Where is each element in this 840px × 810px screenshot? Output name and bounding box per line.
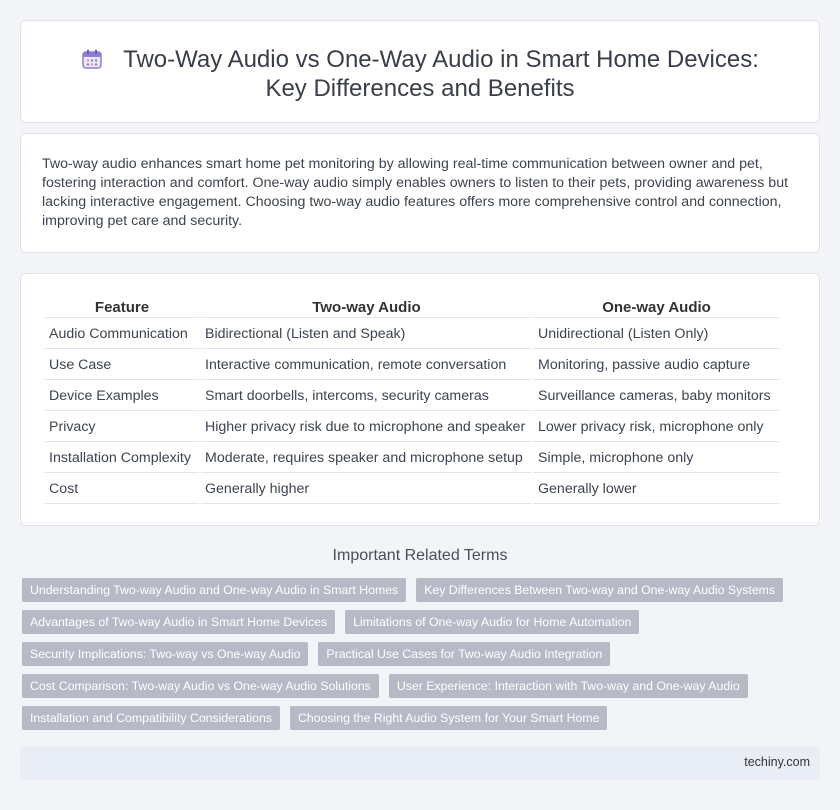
related-term-link[interactable]: Security Implications: Two-way vs One-way Audio [22,642,308,666]
table-row [45,351,779,380]
table-row [45,320,779,349]
table-cell: Higher privacy risk due to microphone and speaker [201,413,532,442]
table-cell: Privacy [45,413,199,442]
table-row [45,382,779,411]
table-cell: Moderate, requires speaker and microphone setup [201,444,532,473]
table-cell: Cost [45,475,199,504]
related-terms-list [22,578,822,738]
table-cell: Surveillance cameras, baby monitors [534,382,779,411]
table-cell: Simple, microphone only [534,444,779,473]
table-row [45,444,779,473]
table-header-row [45,298,779,318]
related-term-link[interactable]: Practical Use Cases for Two-way Audio Integration [318,642,610,666]
table-cell: Generally higher [201,475,532,504]
related-term-link[interactable]: Cost Comparison: Two-way Audio vs One-way Audio Solutions [22,674,379,698]
column-header-two-way: Two-way Audio [201,298,532,318]
tag-row [22,706,822,730]
tag-row [22,578,822,602]
related-term-link[interactable]: Key Differences Between Two-way and One-way Audio Systems [416,578,783,602]
comparison-table [43,296,781,506]
footer [20,746,820,780]
related-term-link[interactable]: Limitations of One-way Audio for Home Automation [345,610,639,634]
column-header-feature: Feature [45,298,199,318]
comparison-card [20,273,820,526]
related-term-link[interactable]: Advantages of Two-way Audio in Smart Home Devices [22,610,335,634]
table-cell: Monitoring, passive audio capture [534,351,779,380]
table-row [45,413,779,442]
title-card [20,20,820,123]
related-term-link[interactable]: Installation and Compatibility Considerations [22,706,280,730]
related-term-link[interactable]: Understanding Two-way Audio and One-way Audio in Smart Homes [22,578,406,602]
table-cell: Use Case [45,351,199,380]
tag-row [22,610,822,634]
summary-card [20,133,820,253]
table-cell: Audio Communication [45,320,199,349]
calendar-icon [81,48,103,70]
related-term-link[interactable]: User Experience: Interaction with Two-way and One-way Audio [389,674,748,698]
related-terms-heading: Important Related Terms [332,547,508,564]
summary-text: Two-way audio enhances smart home pet monitoring by allowing real-time communication between owner and pet, fostering interaction and comfort. One-way audio simply enables owners to listen to their pets, providing awareness but lacking interactive engagement. Choosing two-way audio features offers more comprehensive control and connection, improving pet care and security. [42,156,789,229]
column-header-one-way: One-way Audio [534,298,779,318]
footer-site-link[interactable]: techiny.com [744,755,810,769]
table-cell: Smart doorbells, intercoms, security cameras [201,382,532,411]
table-cell: Bidirectional (Listen and Speak) [201,320,532,349]
table-cell: Lower privacy risk, microphone only [534,413,779,442]
related-term-link[interactable]: Choosing the Right Audio System for Your Smart Home [290,706,607,730]
page-title-text: Two-Way Audio vs One-Way Audio in Smart Home Devices: Key Differences and Benefits [123,46,759,102]
table-cell: Device Examples [45,382,199,411]
page-title [61,45,779,103]
table-cell: Interactive communication, remote conversation [201,351,532,380]
table-cell: Installation Complexity [45,444,199,473]
tag-row [22,674,822,698]
tag-row [22,642,822,666]
table-cell: Generally lower [534,475,779,504]
table-row [45,475,779,504]
table-cell: Unidirectional (Listen Only) [534,320,779,349]
